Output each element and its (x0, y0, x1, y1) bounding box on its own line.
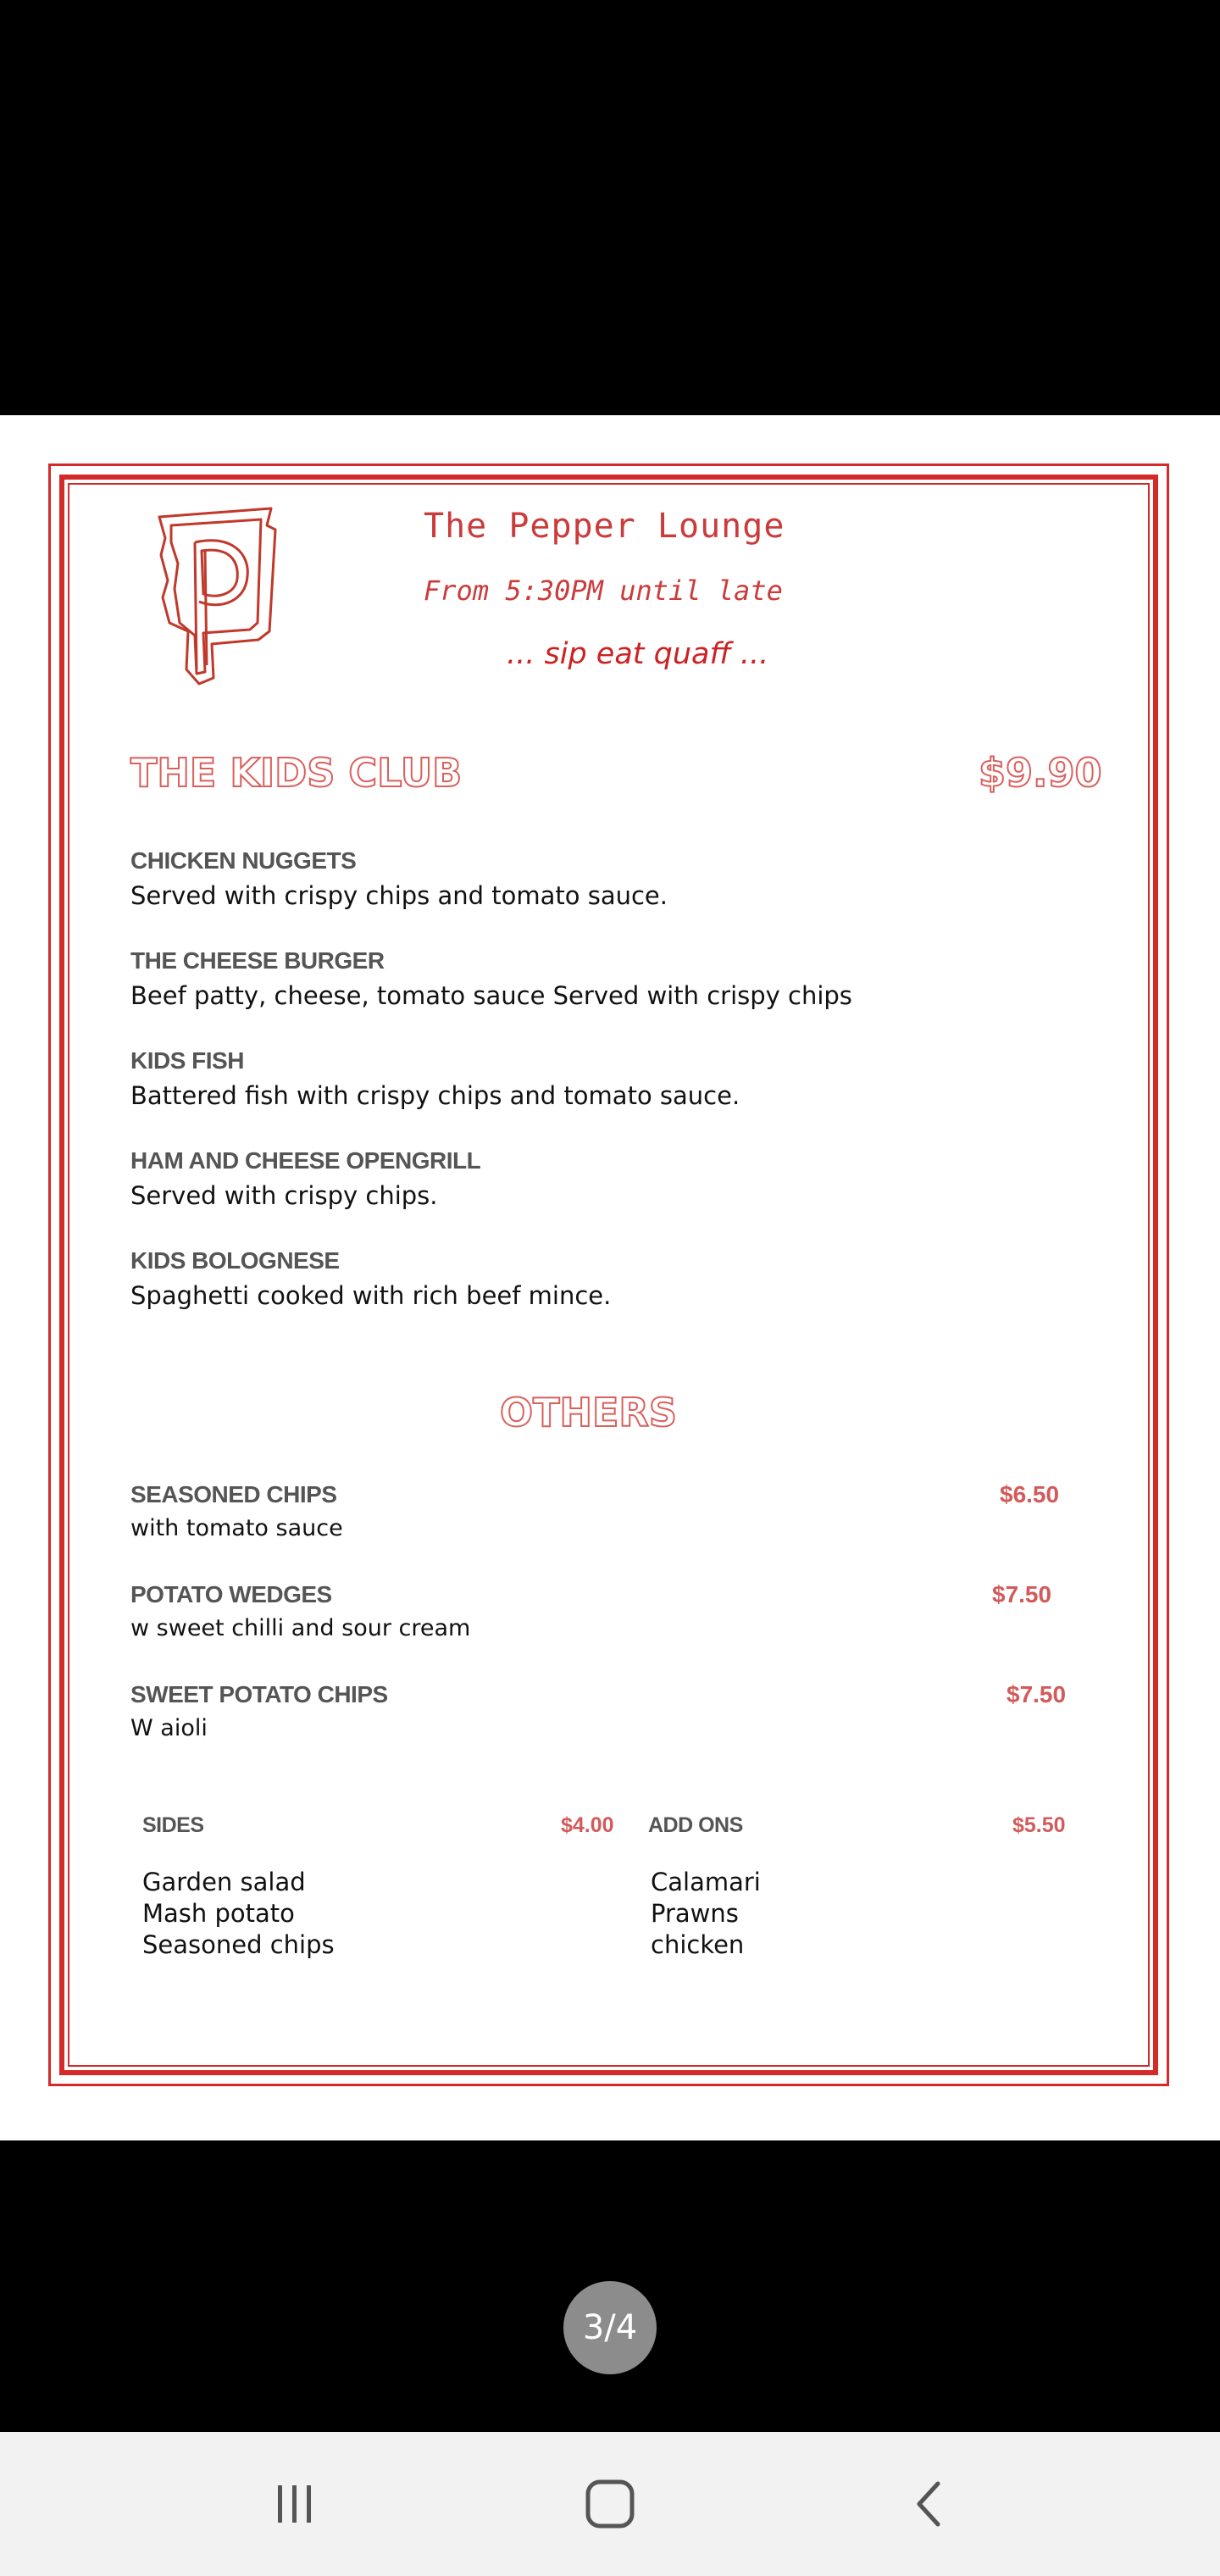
menu-page (0, 415, 1220, 2140)
add-ons-list (651, 1867, 761, 1961)
back-icon (904, 2479, 955, 2529)
list-item: Seasoned chips (142, 1930, 335, 1959)
others-item-price: $7.50 (992, 1581, 1052, 1607)
kids-club-title: THE KIDS CLUB (130, 750, 463, 796)
sides-list (142, 1867, 335, 1961)
recent-apps-icon (269, 2479, 320, 2529)
others-item-description: w sweet chilli and sour cream (130, 1615, 471, 1641)
kids-item-description: Battered fish with crispy chips and tomato sauce. (130, 1081, 740, 1110)
venue-name: The Pepper Lounge (424, 507, 785, 546)
others-item-price: $7.50 (1006, 1681, 1067, 1707)
sides-title: SIDES (142, 1813, 204, 1837)
list-item: Mash potato (142, 1899, 295, 1928)
list-item: Calamari (651, 1868, 761, 1896)
kids-item-name: CHICKEN NUGGETS (130, 847, 357, 874)
list-item: chicken (651, 1930, 745, 1959)
others-item-name: POTATO WEDGES (130, 1581, 332, 1607)
page-indicator: 3/4 (563, 2281, 657, 2374)
list-item: Prawns (651, 1899, 739, 1928)
others-item-description: W aioli (130, 1715, 208, 1741)
home-button[interactable] (572, 2466, 648, 2542)
kids-item-name: HAM AND CHEESE OPENGRILL (130, 1147, 481, 1174)
kids-item-name: KIDS FISH (130, 1047, 244, 1074)
sides-price: $4.00 (561, 1813, 614, 1837)
kids-item-description: Served with crispy chips and tomato sauce. (130, 881, 668, 910)
list-item: Garden salad (142, 1868, 306, 1896)
kids-item-description: Served with crispy chips. (130, 1181, 438, 1210)
others-item-price: $6.50 (1000, 1481, 1060, 1507)
recent-apps-button[interactable] (257, 2466, 333, 2542)
home-icon (583, 2477, 637, 2531)
others-item-name: SEASONED CHIPS (130, 1481, 337, 1507)
opening-hours: From 5:30PM until late (424, 575, 783, 607)
others-item-name: SWEET POTATO CHIPS (130, 1681, 388, 1707)
tagline: ... sip eat quaff ... (507, 637, 769, 671)
kids-item-name: KIDS BOLOGNESE (130, 1247, 340, 1274)
add-ons-title: ADD ONS (648, 1813, 743, 1837)
others-title: OTHERS (500, 1390, 677, 1435)
add-ons-price: $5.50 (1012, 1813, 1066, 1837)
pepper-lounge-logo-icon (152, 504, 280, 686)
system-navigation-bar (0, 2432, 1220, 2576)
back-button[interactable] (891, 2466, 968, 2542)
kids-club-price: $9.90 (979, 750, 1102, 796)
kids-item-name: THE CHEESE BURGER (130, 947, 385, 974)
kids-item-description: Beef patty, cheese, tomato sauce Served with crispy chips (130, 981, 852, 1010)
kids-item-description: Spaghetti cooked with rich beef mince. (130, 1281, 612, 1310)
others-item-description: with tomato sauce (130, 1515, 343, 1541)
